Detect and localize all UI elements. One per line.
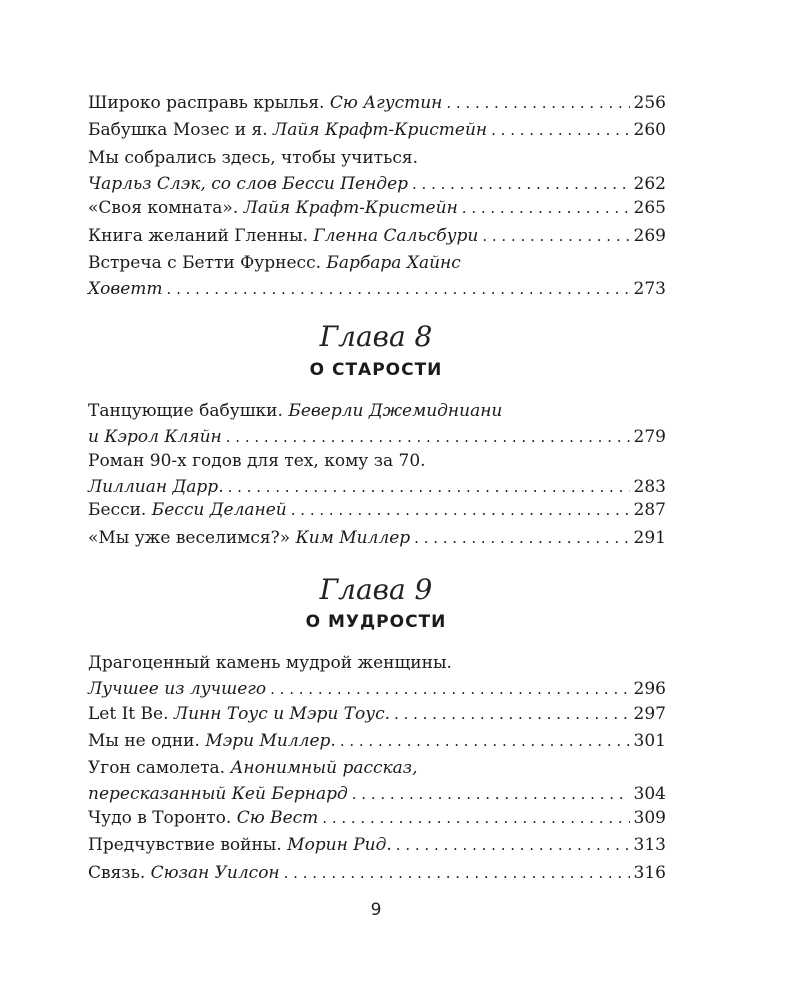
entry-author: Чарльз Слэк, со слов Бесси Пендер [88,174,409,194]
entry-title: Мы собрались здесь, чтобы учиться. [88,148,418,168]
entry-title: «Своя комната». [88,198,239,218]
dot-leader [322,805,629,831]
dot-leader [491,117,629,143]
entry-page: 256 [633,93,666,113]
entry-author: Гленна Сальсбури [313,226,479,246]
dot-leader [167,276,630,302]
entry-title: Чудо в Торонто. [88,808,232,828]
dot-leader [284,860,630,886]
page-number: 9 [370,900,382,920]
entry-title: Роман 90-х годов для тех, кому за 70. [88,451,426,471]
entry-title: Танцующие бабушки. [88,401,283,421]
entry-title: Бабушка Мозес и я. [88,120,268,140]
entry-page: 309 [633,808,666,828]
entry-page: 283 [633,477,666,497]
entry-author: пересказанный Кей Бернард [88,784,348,804]
entry-author: Ховетт [88,279,163,299]
entry-title: Предчувствие войны. [88,835,282,855]
entry-page: 265 [633,198,666,218]
dot-leader [396,832,630,858]
entry-author: Морин Рид. [287,835,392,855]
entry-page: 313 [633,835,666,855]
toc-entry [88,250,666,302]
entry-title: Угон самолета. [88,758,226,778]
toc-entry [88,832,666,858]
entry-title: Книга желаний Гленны. [88,226,309,246]
toc-entry [88,497,666,523]
dot-leader [270,676,629,702]
entry-title: Бесси. [88,500,147,520]
chapter-title: О СТАРОСТИ [309,360,443,380]
entry-page: 279 [633,427,666,447]
entry-page: 291 [633,528,666,548]
entry-author: Лайя Крафт-Кристейн [273,120,488,140]
entry-page: 260 [633,120,666,140]
entry-author: Лучшее из лучшего [88,679,267,699]
dot-leader [414,525,629,551]
entry-title: Связь. [88,863,146,883]
toc-entry [88,117,666,143]
chapter-label: Глава 8 [319,320,433,353]
toc-entry [88,805,666,831]
entry-title: Встреча с Бетти Фурнесс. [88,253,321,273]
toc-entry [88,223,666,249]
entry-author: Сю Вест [236,808,319,828]
entry-author: Анонимный рассказ, [230,758,418,778]
dot-leader [291,497,630,523]
toc-entry [88,448,666,500]
entry-title: Let It Be. [88,704,169,724]
entry-author: Барбара Хайнс [326,253,461,273]
toc-entry [88,650,666,702]
entry-title: Широко расправь крылья. [88,93,325,113]
toc-entry [88,145,666,197]
entry-author: Лиллиан Дарр. [88,477,224,497]
dot-leader [446,90,629,116]
toc-entry [88,755,666,807]
entry-author: Сюзан Уилсон [150,863,280,883]
entry-page: 287 [633,500,666,520]
toc-entry [88,90,666,116]
entry-page: 316 [633,863,666,883]
toc-entry [88,728,666,754]
entry-author: Бесси Деланей [151,500,287,520]
entry-author: Лайя Крафт-Кристейн [243,198,458,218]
entry-page: 297 [633,704,666,724]
toc-entry [88,398,666,450]
entry-title: Мы не одни. [88,731,200,751]
dot-leader [482,223,629,249]
entry-author: Мэри Миллер. [205,731,336,751]
entry-author: Линн Тоус и Мэри Тоус. [173,704,391,724]
toc-entry [88,525,666,551]
dot-leader [340,728,630,754]
entry-author: Сю Агустин [329,93,443,113]
chapter-label: Глава 9 [319,573,433,606]
entry-author: Беверли Джемидниани [288,401,503,421]
entry-page: 269 [633,226,666,246]
chapter-title: О МУДРОСТИ [305,612,447,632]
entry-title: «Мы уже веселимся?» [88,528,291,548]
toc-entry [88,195,666,221]
entry-author: Ким Миллер [295,528,411,548]
dot-leader [226,424,630,450]
dot-leader [462,195,630,221]
entry-page: 301 [633,731,666,751]
toc-entry [88,701,666,727]
dot-leader [352,781,630,807]
entry-page: 296 [633,679,666,699]
dot-leader [412,171,630,197]
entry-page: 273 [633,279,666,299]
entry-title: Драгоценный камень мудрой женщины. [88,653,452,673]
entry-author: и Кэрол Кляйн [88,427,222,447]
entry-page: 262 [633,174,666,194]
entry-page: 304 [633,784,666,804]
dot-leader [394,701,629,727]
toc-entry [88,860,666,886]
